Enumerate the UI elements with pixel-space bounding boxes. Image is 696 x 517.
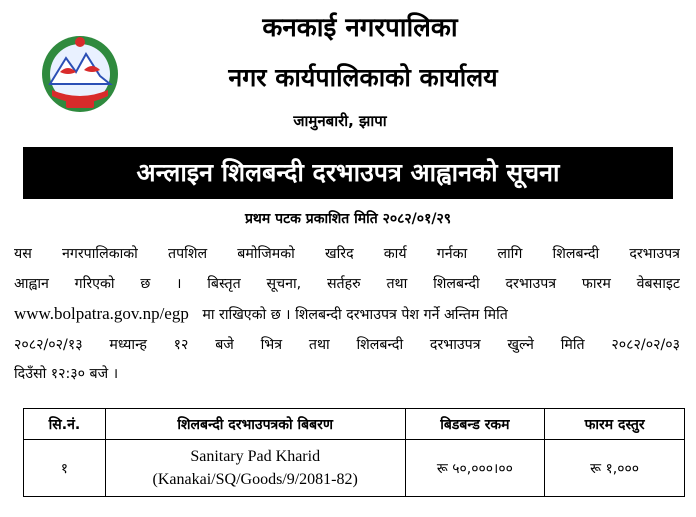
description-line-2: (Kanakai/SQ/Goods/9/2081-82) [152,471,358,488]
notice-title: अन्लाइन शिलबन्दी दरभाउपत्र आह्वानको सूचना [136,158,560,187]
cell-sn: १ [24,440,106,497]
header-bid-bond: बिडबन्ड रकम [405,409,545,440]
header-form-fee: फारम दस्तुर [545,409,685,440]
published-date: प्रथम पटक प्रकाशित मिति २०८२/०१/२९ [244,211,452,227]
body-line-4: २०८२/०२/१३ मध्यान्ह १२ बजे भित्र तथा शिलबन्दी दरभाउपत्र खुल्ने मिति २०८२/०२/०३ [14,336,680,353]
body-line-2: आह्वान गरिएको छ । बिस्तृत सूचना, सर्तहरु तथा शिलबन्दी दरभाउपत्र फारम वेबसाइट [14,275,680,292]
cell-bid-bond: रू ५०,०००।०० [405,440,545,497]
cell-description [105,440,405,497]
header-description: शिलबन्दी दरभाउपत्रको बिबरण [105,409,405,440]
nepal-emblem-icon [38,32,122,116]
office-name: नगर कार्यपालिकाको कार्यालय [228,63,498,92]
body-line-3-text: मा राखिएको छ । शिलबन्दी दरभाउपत्र पेश गर्ने अन्तिम मिति [202,307,508,323]
notice-title-banner [23,147,673,199]
body-line-3 [14,299,680,331]
body-line-5: दिउँसो १२:३० बजे । [14,366,119,382]
header-sn: सि.नं. [24,409,106,440]
table-header-row [24,409,685,440]
tender-table [23,408,685,497]
table-row [24,440,685,497]
cell-form-fee: रू १,००० [545,440,685,497]
org-name: कनकाई नगरपालिका [262,13,458,43]
website-link[interactable]: www.bolpatra.gov.np/egp [14,304,189,323]
description-line-1: Sanitary Pad Kharid [190,448,321,465]
address: जामुनबारी, झापा [293,112,387,130]
notice-body [14,240,680,390]
body-line-1: यस नगरपालिकाको तपशिल बमोजिमको खरिद कार्य गर्नका लागि शिलबन्दी दरभाउपत्र [14,246,680,262]
